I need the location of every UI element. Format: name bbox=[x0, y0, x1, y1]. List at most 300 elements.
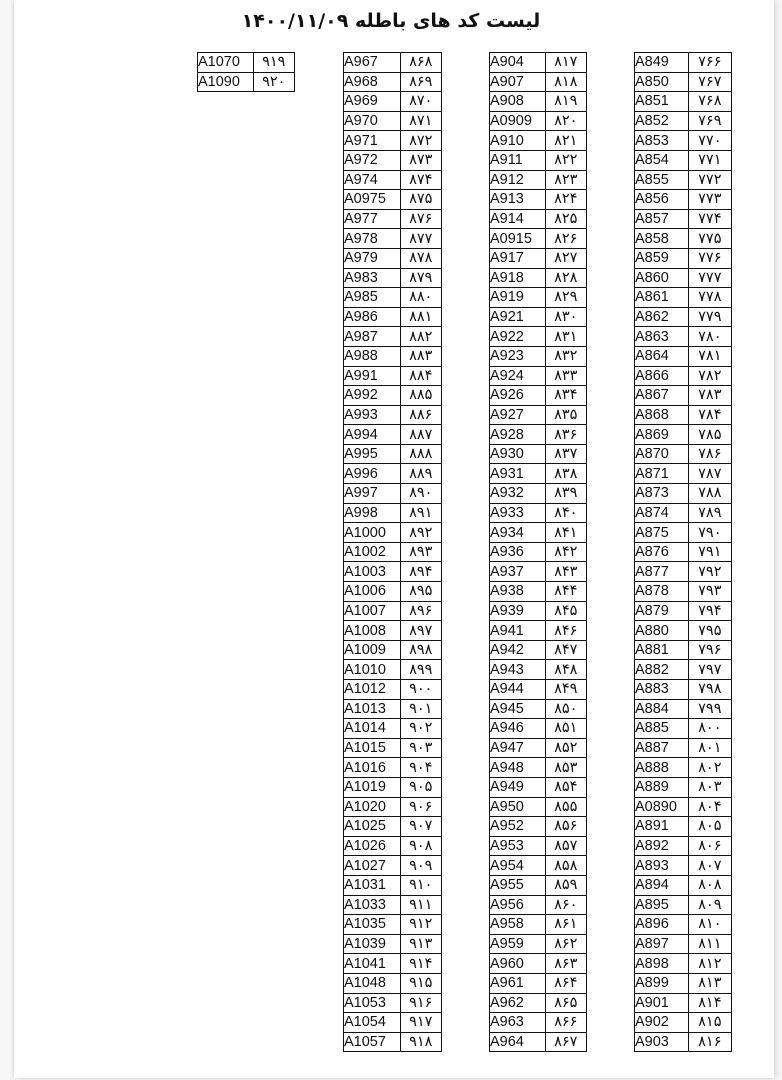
table-row bbox=[344, 386, 442, 406]
table-row bbox=[635, 1032, 732, 1052]
codes-table-column-1 bbox=[634, 52, 732, 1052]
table-row bbox=[635, 307, 732, 327]
code-cell: A875 bbox=[635, 523, 689, 543]
table-row bbox=[490, 973, 587, 993]
number-cell: ۸۷۴ bbox=[400, 170, 441, 190]
code-cell: A918 bbox=[490, 268, 546, 288]
number-cell: ۷۷۹ bbox=[688, 307, 731, 327]
code-cell: A1019 bbox=[344, 777, 401, 797]
table-row bbox=[490, 777, 587, 797]
number-cell: ۸۰۳ bbox=[688, 777, 731, 797]
number-cell: ۷۷۱ bbox=[688, 150, 731, 170]
table-row bbox=[344, 111, 442, 131]
code-cell: A923 bbox=[490, 346, 546, 366]
table-row bbox=[344, 621, 442, 641]
table-row bbox=[490, 640, 587, 660]
number-cell: ۸۸۵ bbox=[400, 386, 441, 406]
number-cell: ۹۲۰ bbox=[253, 72, 294, 92]
codes-table-column-2 bbox=[489, 52, 587, 1052]
code-cell: A0909 bbox=[490, 111, 546, 131]
table-row bbox=[344, 268, 442, 288]
code-cell: A893 bbox=[635, 856, 689, 876]
number-cell: ۸۳۵ bbox=[545, 405, 586, 425]
code-cell: A861 bbox=[635, 288, 689, 308]
code-cell: A1006 bbox=[344, 582, 401, 602]
code-cell: A859 bbox=[635, 248, 689, 268]
table-row bbox=[490, 542, 587, 562]
code-cell: A996 bbox=[344, 464, 401, 484]
code-cell: A938 bbox=[490, 582, 546, 602]
number-cell: ۹۱۷ bbox=[400, 1013, 441, 1033]
number-cell: ۷۷۳ bbox=[688, 190, 731, 210]
table-row bbox=[635, 386, 732, 406]
code-cell: A950 bbox=[490, 797, 546, 817]
table-row bbox=[490, 307, 587, 327]
table-row bbox=[490, 366, 587, 386]
code-cell: A1041 bbox=[344, 954, 401, 974]
code-cell: A894 bbox=[635, 875, 689, 895]
code-cell: A960 bbox=[490, 954, 546, 974]
code-cell: A914 bbox=[490, 209, 546, 229]
code-cell: A856 bbox=[635, 190, 689, 210]
code-cell: A883 bbox=[635, 680, 689, 700]
table-row bbox=[490, 1032, 587, 1052]
number-cell: ۷۷۸ bbox=[688, 288, 731, 308]
code-cell: A986 bbox=[344, 307, 401, 327]
number-cell: ۸۳۴ bbox=[545, 386, 586, 406]
table-row bbox=[344, 797, 442, 817]
table-row bbox=[635, 1013, 732, 1033]
code-cell: A1090 bbox=[198, 72, 254, 92]
number-cell: ۸۸۳ bbox=[400, 346, 441, 366]
table-row bbox=[344, 836, 442, 856]
table-row bbox=[635, 562, 732, 582]
code-cell: A902 bbox=[635, 1013, 689, 1033]
number-cell: ۸۷۰ bbox=[400, 92, 441, 112]
code-cell: A922 bbox=[490, 327, 546, 347]
code-cell: A1057 bbox=[344, 1032, 401, 1052]
number-cell: ۸۲۵ bbox=[545, 209, 586, 229]
code-cell: A931 bbox=[490, 464, 546, 484]
number-cell: ۷۸۸ bbox=[688, 484, 731, 504]
number-cell: ۸۵۹ bbox=[545, 875, 586, 895]
number-cell: ۹۰۵ bbox=[400, 777, 441, 797]
code-cell: A1035 bbox=[344, 915, 401, 935]
number-cell: ۹۰۱ bbox=[400, 699, 441, 719]
code-cell: A1002 bbox=[344, 542, 401, 562]
number-cell: ۸۶۵ bbox=[545, 993, 586, 1013]
table-row bbox=[344, 993, 442, 1013]
code-cell: A954 bbox=[490, 856, 546, 876]
number-cell: ۸۶۸ bbox=[400, 53, 441, 73]
number-cell: ۸۵۳ bbox=[545, 758, 586, 778]
code-cell: A1054 bbox=[344, 1013, 401, 1033]
table-row bbox=[635, 268, 732, 288]
table-row bbox=[344, 719, 442, 739]
code-cell: A855 bbox=[635, 170, 689, 190]
table-row bbox=[490, 405, 587, 425]
code-cell: A945 bbox=[490, 699, 546, 719]
table-row bbox=[635, 229, 732, 249]
code-cell: A860 bbox=[635, 268, 689, 288]
code-cell: A898 bbox=[635, 954, 689, 974]
table-row bbox=[635, 190, 732, 210]
table-row bbox=[490, 288, 587, 308]
code-cell: A851 bbox=[635, 92, 689, 112]
code-cell: A1070 bbox=[198, 53, 254, 73]
number-cell: ۸۳۳ bbox=[545, 366, 586, 386]
code-cell: A867 bbox=[635, 386, 689, 406]
table-row bbox=[198, 53, 295, 73]
number-cell: ۸۴۸ bbox=[545, 660, 586, 680]
code-cell: A998 bbox=[344, 503, 401, 523]
code-cell: A963 bbox=[490, 1013, 546, 1033]
number-cell: ۸۰۴ bbox=[688, 797, 731, 817]
table-row bbox=[344, 738, 442, 758]
table-row bbox=[344, 190, 442, 210]
code-cell: A993 bbox=[344, 405, 401, 425]
number-cell: ۹۰۹ bbox=[400, 856, 441, 876]
code-cell: A895 bbox=[635, 895, 689, 915]
number-cell: ۸۴۵ bbox=[545, 601, 586, 621]
code-cell: A874 bbox=[635, 503, 689, 523]
table-row bbox=[490, 836, 587, 856]
code-cell: A961 bbox=[490, 973, 546, 993]
code-cell: A1020 bbox=[344, 797, 401, 817]
table-row bbox=[490, 895, 587, 915]
number-cell: ۸۲۷ bbox=[545, 248, 586, 268]
number-cell: ۸۷۱ bbox=[400, 111, 441, 131]
number-cell: ۸۸۴ bbox=[400, 366, 441, 386]
table-row bbox=[490, 190, 587, 210]
code-cell: A970 bbox=[344, 111, 401, 131]
number-cell: ۸۸۶ bbox=[400, 405, 441, 425]
number-cell: ۷۹۳ bbox=[688, 582, 731, 602]
number-cell: ۸۵۰ bbox=[545, 699, 586, 719]
number-cell: ۸۶۰ bbox=[545, 895, 586, 915]
code-cell: A1008 bbox=[344, 621, 401, 641]
table-row bbox=[490, 484, 587, 504]
table-row bbox=[490, 248, 587, 268]
table-row bbox=[490, 268, 587, 288]
code-cell: A919 bbox=[490, 288, 546, 308]
code-cell: A882 bbox=[635, 660, 689, 680]
number-cell: ۸۱۷ bbox=[545, 53, 586, 73]
code-cell: A852 bbox=[635, 111, 689, 131]
table-row bbox=[490, 699, 587, 719]
codes-table-column-4 bbox=[197, 52, 295, 92]
code-cell: A933 bbox=[490, 503, 546, 523]
code-cell: A1015 bbox=[344, 738, 401, 758]
number-cell: ۸۱۴ bbox=[688, 993, 731, 1013]
number-cell: ۷۹۷ bbox=[688, 660, 731, 680]
table-row bbox=[344, 131, 442, 151]
code-cell: A1039 bbox=[344, 934, 401, 954]
number-cell: ۸۶۹ bbox=[400, 72, 441, 92]
number-cell: ۸۰۸ bbox=[688, 875, 731, 895]
number-cell: ۹۱۴ bbox=[400, 954, 441, 974]
number-cell: ۹۱۱ bbox=[400, 895, 441, 915]
code-cell: A871 bbox=[635, 464, 689, 484]
number-cell: ۸۲۳ bbox=[545, 170, 586, 190]
table-row bbox=[344, 915, 442, 935]
table-row bbox=[490, 72, 587, 92]
code-cell: A928 bbox=[490, 425, 546, 445]
table-row bbox=[635, 875, 732, 895]
table-row bbox=[490, 346, 587, 366]
table-row bbox=[635, 934, 732, 954]
table-row bbox=[344, 53, 442, 73]
code-cell: A870 bbox=[635, 444, 689, 464]
number-cell: ۸۷۲ bbox=[400, 131, 441, 151]
number-cell: ۹۰۴ bbox=[400, 758, 441, 778]
number-cell: ۸۱۰ bbox=[688, 915, 731, 935]
table-row bbox=[490, 660, 587, 680]
code-cell: A953 bbox=[490, 836, 546, 856]
code-cell: A910 bbox=[490, 131, 546, 151]
table-row bbox=[344, 542, 442, 562]
code-cell: A943 bbox=[490, 660, 546, 680]
number-cell: ۸۱۲ bbox=[688, 954, 731, 974]
number-cell: ۸۴۴ bbox=[545, 582, 586, 602]
table-row bbox=[635, 444, 732, 464]
table-row bbox=[490, 817, 587, 837]
table-row bbox=[344, 934, 442, 954]
table-row bbox=[490, 53, 587, 73]
number-cell: ۷۸۴ bbox=[688, 405, 731, 425]
code-cell: A979 bbox=[344, 248, 401, 268]
code-cell: A969 bbox=[344, 92, 401, 112]
table-row bbox=[490, 719, 587, 739]
number-cell: ۸۱۱ bbox=[688, 934, 731, 954]
code-cell: A1009 bbox=[344, 640, 401, 660]
table-row bbox=[344, 444, 442, 464]
code-cell: A988 bbox=[344, 346, 401, 366]
number-cell: ۷۷۵ bbox=[688, 229, 731, 249]
table-row bbox=[635, 405, 732, 425]
number-cell: ۸۵۱ bbox=[545, 719, 586, 739]
code-cell: A1026 bbox=[344, 836, 401, 856]
number-cell: ۹۰۳ bbox=[400, 738, 441, 758]
table-row bbox=[344, 366, 442, 386]
number-cell: ۸۶۲ bbox=[545, 934, 586, 954]
table-row bbox=[344, 1032, 442, 1052]
number-cell: ۸۷۵ bbox=[400, 190, 441, 210]
number-cell: ۸۶۱ bbox=[545, 915, 586, 935]
number-cell: ۸۰۱ bbox=[688, 738, 731, 758]
number-cell: ۷۹۵ bbox=[688, 621, 731, 641]
code-cell: A941 bbox=[490, 621, 546, 641]
number-cell: ۷۹۱ bbox=[688, 542, 731, 562]
number-cell: ۹۰۰ bbox=[400, 680, 441, 700]
table-row bbox=[344, 503, 442, 523]
number-cell: ۸۶۶ bbox=[545, 1013, 586, 1033]
number-cell: ۸۴۱ bbox=[545, 523, 586, 543]
table-row bbox=[635, 53, 732, 73]
number-cell: ۸۵۲ bbox=[545, 738, 586, 758]
number-cell: ۷۹۸ bbox=[688, 680, 731, 700]
table-row bbox=[344, 582, 442, 602]
number-cell: ۷۹۶ bbox=[688, 640, 731, 660]
code-cell: A879 bbox=[635, 601, 689, 621]
code-cell: A1048 bbox=[344, 973, 401, 993]
code-cell: A948 bbox=[490, 758, 546, 778]
table-row bbox=[344, 1013, 442, 1033]
table-row bbox=[635, 346, 732, 366]
number-cell: ۸۲۴ bbox=[545, 190, 586, 210]
code-cell: A949 bbox=[490, 777, 546, 797]
table-row bbox=[344, 699, 442, 719]
code-cell: A854 bbox=[635, 150, 689, 170]
number-cell: ۷۸۷ bbox=[688, 464, 731, 484]
code-cell: A903 bbox=[635, 1032, 689, 1052]
table-row bbox=[344, 307, 442, 327]
table-row bbox=[635, 895, 732, 915]
number-cell: ۸۹۸ bbox=[400, 640, 441, 660]
number-cell: ۸۴۰ bbox=[545, 503, 586, 523]
number-cell: ۸۸۹ bbox=[400, 464, 441, 484]
table-row bbox=[490, 444, 587, 464]
table-row bbox=[344, 562, 442, 582]
table-row bbox=[490, 386, 587, 406]
number-cell: ۸۲۱ bbox=[545, 131, 586, 151]
table-row bbox=[635, 758, 732, 778]
table-row bbox=[344, 777, 442, 797]
table-row bbox=[490, 562, 587, 582]
table-row bbox=[344, 601, 442, 621]
code-cell: A1007 bbox=[344, 601, 401, 621]
number-cell: ۸۱۵ bbox=[688, 1013, 731, 1033]
number-cell: ۷۶۸ bbox=[688, 92, 731, 112]
number-cell: ۷۷۰ bbox=[688, 131, 731, 151]
number-cell: ۷۷۶ bbox=[688, 248, 731, 268]
table-row bbox=[344, 875, 442, 895]
table-row bbox=[344, 248, 442, 268]
table-row bbox=[635, 738, 732, 758]
table-row bbox=[490, 464, 587, 484]
code-cell: A926 bbox=[490, 386, 546, 406]
number-cell: ۸۹۳ bbox=[400, 542, 441, 562]
number-cell: ۷۹۴ bbox=[688, 601, 731, 621]
number-cell: ۸۸۸ bbox=[400, 444, 441, 464]
code-cell: A908 bbox=[490, 92, 546, 112]
table-row bbox=[490, 954, 587, 974]
code-cell: A889 bbox=[635, 777, 689, 797]
code-cell: A873 bbox=[635, 484, 689, 504]
number-cell: ۹۱۹ bbox=[253, 53, 294, 73]
number-cell: ۸۳۲ bbox=[545, 346, 586, 366]
number-cell: ۸۴۹ bbox=[545, 680, 586, 700]
table-row bbox=[635, 993, 732, 1013]
table-row bbox=[635, 131, 732, 151]
table-row bbox=[635, 209, 732, 229]
code-cell: A994 bbox=[344, 425, 401, 445]
number-cell: ۸۶۳ bbox=[545, 954, 586, 974]
number-cell: ۷۸۵ bbox=[688, 425, 731, 445]
code-cell: A995 bbox=[344, 444, 401, 464]
code-cell: A897 bbox=[635, 934, 689, 954]
table-row bbox=[490, 601, 587, 621]
code-cell: A849 bbox=[635, 53, 689, 73]
code-cell: A964 bbox=[490, 1032, 546, 1052]
number-cell: ۹۱۸ bbox=[400, 1032, 441, 1052]
number-cell: ۹۰۶ bbox=[400, 797, 441, 817]
number-cell: ۷۸۳ bbox=[688, 386, 731, 406]
number-cell: ۸۷۷ bbox=[400, 229, 441, 249]
table-row bbox=[344, 523, 442, 543]
code-cell: A858 bbox=[635, 229, 689, 249]
number-cell: ۷۶۶ bbox=[688, 53, 731, 73]
code-cell: A891 bbox=[635, 817, 689, 837]
table-row bbox=[344, 150, 442, 170]
code-cell: A937 bbox=[490, 562, 546, 582]
table-row bbox=[490, 621, 587, 641]
table-row bbox=[635, 503, 732, 523]
table-row bbox=[490, 150, 587, 170]
code-cell: A1025 bbox=[344, 817, 401, 837]
number-cell: ۷۶۷ bbox=[688, 72, 731, 92]
code-cell: A853 bbox=[635, 131, 689, 151]
code-cell: A983 bbox=[344, 268, 401, 288]
code-cell: A880 bbox=[635, 621, 689, 641]
number-cell: ۸۷۳ bbox=[400, 150, 441, 170]
code-cell: A968 bbox=[344, 72, 401, 92]
table-row bbox=[490, 680, 587, 700]
number-cell: ۷۸۰ bbox=[688, 327, 731, 347]
table-row bbox=[490, 1013, 587, 1033]
code-cell: A1013 bbox=[344, 699, 401, 719]
code-cell: A885 bbox=[635, 719, 689, 739]
code-cell: A892 bbox=[635, 836, 689, 856]
table-row bbox=[635, 523, 732, 543]
number-cell: ۸۳۷ bbox=[545, 444, 586, 464]
code-cell: A991 bbox=[344, 366, 401, 386]
number-cell: ۸۹۵ bbox=[400, 582, 441, 602]
table-row bbox=[344, 817, 442, 837]
number-cell: ۸۹۴ bbox=[400, 562, 441, 582]
code-cell: A934 bbox=[490, 523, 546, 543]
code-cell: A907 bbox=[490, 72, 546, 92]
table-row bbox=[635, 915, 732, 935]
code-cell: A868 bbox=[635, 405, 689, 425]
code-cell: A1016 bbox=[344, 758, 401, 778]
code-cell: A899 bbox=[635, 973, 689, 993]
number-cell: ۸۹۱ bbox=[400, 503, 441, 523]
number-cell: ۹۰۸ bbox=[400, 836, 441, 856]
code-cell: A944 bbox=[490, 680, 546, 700]
table-row bbox=[635, 601, 732, 621]
codes-table-column-3 bbox=[343, 52, 442, 1052]
number-cell: ۸۲۰ bbox=[545, 111, 586, 131]
code-cell: A911 bbox=[490, 150, 546, 170]
code-cell: A930 bbox=[490, 444, 546, 464]
code-cell: A987 bbox=[344, 327, 401, 347]
table-row bbox=[635, 817, 732, 837]
code-cell: A974 bbox=[344, 170, 401, 190]
table-row bbox=[635, 170, 732, 190]
number-cell: ۹۰۲ bbox=[400, 719, 441, 739]
number-cell: ۸۰۰ bbox=[688, 719, 731, 739]
table-row bbox=[635, 425, 732, 445]
number-cell: ۸۰۷ bbox=[688, 856, 731, 876]
number-cell: ۸۰۲ bbox=[688, 758, 731, 778]
code-cell: A1053 bbox=[344, 993, 401, 1013]
number-cell: ۷۷۷ bbox=[688, 268, 731, 288]
code-cell: A958 bbox=[490, 915, 546, 935]
number-cell: ۸۴۷ bbox=[545, 640, 586, 660]
table-row bbox=[635, 150, 732, 170]
code-cell: A932 bbox=[490, 484, 546, 504]
